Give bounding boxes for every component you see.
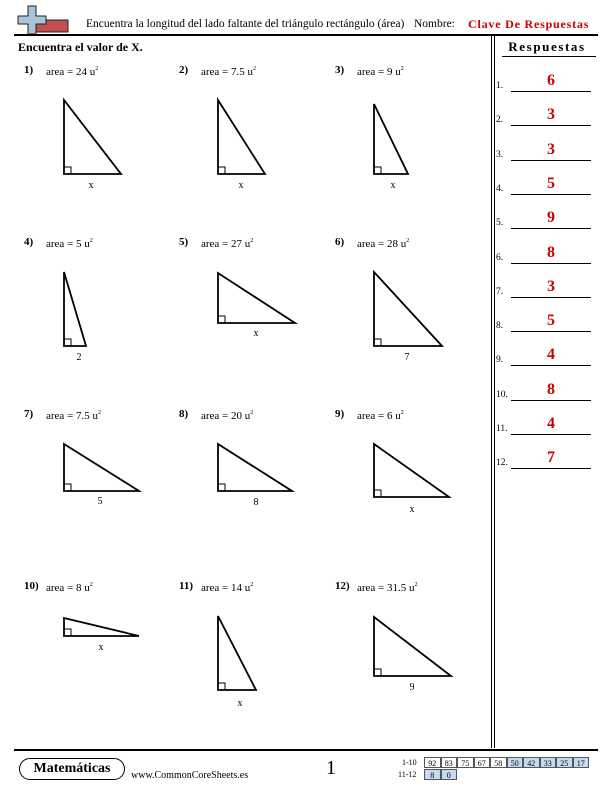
problem-number: 7) bbox=[24, 408, 34, 420]
answer-value: 6 bbox=[547, 72, 555, 89]
score-cell: 50 bbox=[507, 757, 524, 768]
answer-value: 8 bbox=[547, 243, 555, 261]
area-unit: u bbox=[81, 582, 90, 594]
triangle-outline bbox=[374, 617, 451, 676]
area-prefix: area = bbox=[357, 410, 388, 422]
worksheet-title: Encuentra la longitud del lado faltante del triángulo rectángulo (área) bbox=[86, 18, 405, 30]
answer-value: 9 bbox=[547, 209, 555, 227]
score-cell: 17 bbox=[573, 757, 590, 768]
area-prefix: area = bbox=[46, 238, 77, 250]
problem-number: 2) bbox=[179, 64, 189, 76]
area-prefix: area = bbox=[357, 582, 388, 594]
problem-number: 8) bbox=[179, 408, 189, 420]
area-value: 5 bbox=[76, 238, 82, 250]
problem-number: 10) bbox=[24, 580, 39, 592]
area-value: 20 bbox=[231, 410, 243, 422]
score-cell: 92 bbox=[424, 757, 441, 768]
side-label: x bbox=[390, 180, 396, 191]
area-value: 31.5 bbox=[387, 582, 407, 594]
area-value: 6 bbox=[387, 410, 393, 422]
right-angle-marker bbox=[374, 669, 381, 676]
answer-number: 9. bbox=[496, 355, 504, 366]
area-prefix: area = bbox=[201, 66, 232, 78]
area-value: 8 bbox=[76, 582, 82, 594]
footer-divider bbox=[14, 749, 598, 751]
area-prefix: area = bbox=[201, 410, 232, 422]
area-value: 24 bbox=[76, 66, 88, 78]
answer-value: 4 bbox=[547, 415, 555, 432]
area-exponent: 2 bbox=[98, 410, 102, 416]
area-exponent: 2 bbox=[250, 582, 254, 588]
page-number: 1 bbox=[326, 757, 336, 779]
area-unit: u bbox=[398, 238, 407, 250]
area-value: 9 bbox=[387, 66, 393, 78]
side-label: x bbox=[409, 504, 415, 515]
area-unit: u bbox=[392, 66, 401, 78]
area-exponent: 2 bbox=[250, 410, 254, 416]
area-unit: u bbox=[242, 238, 251, 250]
area-unit: u bbox=[81, 238, 90, 250]
area-value: 27 bbox=[231, 238, 243, 250]
answer-number: 10. bbox=[496, 389, 508, 400]
answer-value: 5 bbox=[547, 174, 555, 192]
answer-value: 7 bbox=[547, 449, 555, 467]
score-cell: 67 bbox=[474, 757, 491, 768]
score-row-label: 1-10 bbox=[402, 758, 417, 767]
area-prefix: area = bbox=[201, 238, 232, 250]
answer-number: 2. bbox=[496, 115, 504, 126]
side-label: 2 bbox=[76, 352, 82, 363]
score-cell: 33 bbox=[540, 757, 557, 768]
side-label: 5 bbox=[97, 496, 103, 507]
problem-number: 6) bbox=[335, 236, 345, 248]
area-unit: u bbox=[392, 410, 401, 422]
area-exponent: 2 bbox=[414, 582, 418, 588]
problem-number: 11) bbox=[179, 580, 194, 592]
area-unit: u bbox=[242, 582, 251, 594]
area-exponent: 2 bbox=[253, 66, 257, 72]
side-label: x bbox=[88, 180, 94, 191]
area-exponent: 2 bbox=[250, 238, 254, 244]
side-label: 8 bbox=[253, 497, 259, 508]
answer-value: 3 bbox=[547, 106, 555, 124]
problem-number: 1) bbox=[24, 64, 34, 76]
area-prefix: area = bbox=[357, 238, 388, 250]
score-cell: 0 bbox=[441, 769, 458, 780]
area-exponent: 2 bbox=[89, 238, 93, 244]
side-label: 7 bbox=[404, 352, 410, 363]
area-value: 14 bbox=[231, 582, 243, 594]
area-prefix: area = bbox=[46, 582, 77, 594]
area-unit: u bbox=[244, 66, 254, 78]
problem-number: 3) bbox=[335, 64, 345, 76]
name-value: Clave De Respuestas bbox=[468, 17, 590, 31]
area-prefix: area = bbox=[201, 582, 232, 594]
area-exponent: 2 bbox=[400, 410, 404, 416]
answer-number: 12. bbox=[496, 458, 508, 469]
answer-number: 4. bbox=[496, 183, 504, 194]
score-cell: 42 bbox=[523, 757, 540, 768]
area-prefix: area = bbox=[357, 66, 388, 78]
area-exponent: 2 bbox=[95, 66, 99, 72]
area-prefix: area = bbox=[46, 410, 77, 422]
answer-number: 5. bbox=[496, 218, 504, 229]
name-label: Nombre: bbox=[414, 18, 455, 30]
area-exponent: 2 bbox=[89, 582, 93, 588]
site-url: www.CommonCoreSheets.es bbox=[131, 770, 249, 781]
score-cell: 8 bbox=[424, 769, 441, 780]
score-cell: 75 bbox=[457, 757, 474, 768]
side-label: 9 bbox=[409, 682, 415, 693]
answer-value: 5 bbox=[547, 312, 555, 330]
answer-number: 6. bbox=[496, 252, 504, 263]
problem-number: 12) bbox=[335, 580, 350, 592]
area-value: 28 bbox=[387, 238, 399, 250]
problem-number: 9) bbox=[335, 408, 345, 420]
area-prefix: area = bbox=[46, 66, 77, 78]
side-label: x bbox=[98, 642, 104, 653]
area-unit: u bbox=[242, 410, 251, 422]
problem-number: 4) bbox=[24, 236, 34, 248]
answer-value: 3 bbox=[547, 277, 555, 295]
answer-value: 3 bbox=[547, 140, 555, 158]
side-label: x bbox=[238, 180, 244, 191]
side-label: x bbox=[237, 698, 243, 709]
area-unit: u bbox=[87, 66, 96, 78]
answer-number: 8. bbox=[496, 321, 504, 332]
answer-number: 7. bbox=[496, 286, 504, 297]
answer-value: 8 bbox=[547, 380, 555, 398]
answer-value: 4 bbox=[547, 346, 555, 364]
area-value: 7.5 bbox=[76, 410, 90, 422]
score-cell: 58 bbox=[490, 757, 507, 768]
answer-number: 3. bbox=[496, 149, 504, 160]
area-exponent: 2 bbox=[400, 66, 404, 72]
answer-number: 11. bbox=[496, 424, 508, 434]
problem-number: 5) bbox=[179, 236, 189, 248]
instructions: Encuentra el valor de X. bbox=[18, 40, 143, 54]
answer-number: 1. bbox=[496, 81, 504, 91]
side-label: x bbox=[253, 328, 259, 339]
area-value: 7.5 bbox=[231, 66, 245, 78]
score-cell: 83 bbox=[441, 757, 458, 768]
subject-badge: Matemáticas bbox=[19, 758, 125, 780]
answers-title: Respuestas bbox=[508, 39, 586, 54]
score-row-label: 11-12 bbox=[398, 770, 417, 779]
score-cell: 25 bbox=[556, 757, 573, 768]
area-unit: u bbox=[89, 410, 99, 422]
area-unit: u bbox=[406, 582, 415, 594]
area-exponent: 2 bbox=[406, 238, 410, 244]
